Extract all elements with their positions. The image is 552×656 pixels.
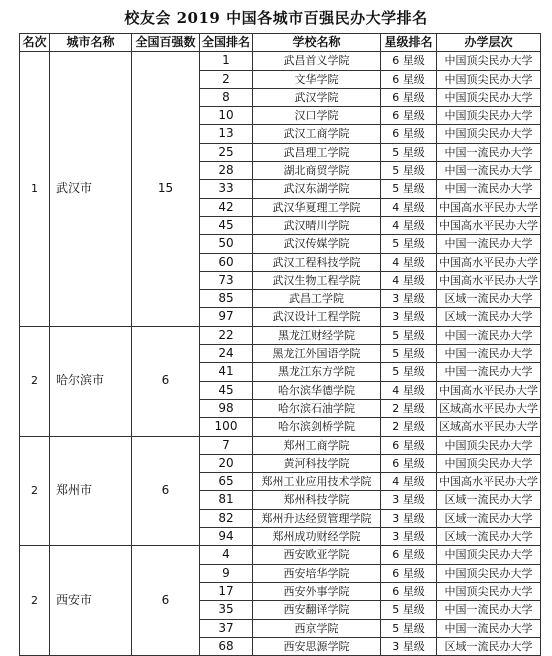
national-rank-cell: 4 [200,546,253,564]
level-cell: 中国一流民办大学 [437,601,541,619]
star-rating-cell: 2 星级 [381,418,437,436]
national-rank-cell: 25 [200,143,253,161]
header-count: 全国百强数 [132,34,200,52]
city-rank-cell: 2 [20,546,50,656]
national-rank-cell: 37 [200,619,253,637]
level-cell: 中国一流民办大学 [437,345,541,363]
school-name-cell: 武汉工程科技学院 [253,253,381,271]
level-cell: 中国一流民办大学 [437,363,541,381]
national-rank-cell: 94 [200,528,253,546]
level-cell: 中国高水平民办大学 [437,473,541,491]
star-rating-cell: 4 星级 [381,198,437,216]
city-name-cell: 西安市 [50,546,132,656]
national-rank-cell: 24 [200,345,253,363]
national-rank-cell: 45 [200,216,253,234]
level-cell: 中国顶尖民办大学 [437,107,541,125]
table-row [20,52,541,70]
national-rank-cell: 10 [200,107,253,125]
national-rank-cell: 2 [200,70,253,88]
star-rating-cell: 4 星级 [381,473,437,491]
star-rating-cell: 6 星级 [381,107,437,125]
level-cell: 区域一流民办大学 [437,290,541,308]
table-body [20,52,541,656]
school-name-cell: 武汉生物工程学院 [253,271,381,289]
school-name-cell: 哈尔滨石油学院 [253,399,381,417]
star-rating-cell: 6 星级 [381,454,437,472]
school-name-cell: 西京学院 [253,619,381,637]
star-rating-cell: 6 星级 [381,436,437,454]
level-cell: 中国一流民办大学 [437,235,541,253]
star-rating-cell: 5 星级 [381,162,437,180]
header-level: 办学层次 [437,34,541,52]
national-rank-cell: 85 [200,290,253,308]
star-rating-cell: 3 星级 [381,637,437,655]
level-cell: 中国顶尖民办大学 [437,564,541,582]
top100-count-cell: 6 [132,326,200,436]
top100-count-cell: 15 [132,52,200,326]
header-city: 城市名称 [50,34,132,52]
school-name-cell: 湖北商贸学院 [253,162,381,180]
page-title: 校友会 2019 中国各城市百强民办大学排名 [124,9,428,27]
level-cell: 中国高水平民办大学 [437,216,541,234]
level-cell: 中国顶尖民办大学 [437,52,541,70]
level-cell: 中国一流民办大学 [437,619,541,637]
star-rating-cell: 6 星级 [381,564,437,582]
city-rank-cell: 2 [20,436,50,546]
school-name-cell: 西安思源学院 [253,637,381,655]
star-rating-cell: 5 星级 [381,143,437,161]
school-name-cell: 哈尔滨剑桥学院 [253,418,381,436]
level-cell: 中国一流民办大学 [437,162,541,180]
star-rating-cell: 5 星级 [381,326,437,344]
header-row [20,34,541,52]
national-rank-cell: 1 [200,52,253,70]
level-cell: 中国顶尖民办大学 [437,454,541,472]
school-name-cell: 郑州升达经贸管理学院 [253,509,381,527]
star-rating-cell: 6 星级 [381,52,437,70]
school-name-cell: 武汉华夏理工学院 [253,198,381,216]
school-name-cell: 西安外事学院 [253,582,381,600]
star-rating-cell: 4 星级 [381,216,437,234]
star-rating-cell: 6 星级 [381,546,437,564]
star-rating-cell: 4 星级 [381,381,437,399]
table-row [20,546,541,564]
national-rank-cell: 7 [200,436,253,454]
school-name-cell: 郑州科技学院 [253,491,381,509]
level-cell: 区域一流民办大学 [437,509,541,527]
school-name-cell: 黄河科技学院 [253,454,381,472]
top100-count-cell: 6 [132,436,200,546]
level-cell: 中国高水平民办大学 [437,253,541,271]
level-cell: 中国顶尖民办大学 [437,436,541,454]
school-name-cell: 武汉设计工程学院 [253,308,381,326]
school-name-cell: 郑州工业应用技术学院 [253,473,381,491]
national-rank-cell: 22 [200,326,253,344]
city-name-cell: 武汉市 [50,52,132,326]
star-rating-cell: 3 星级 [381,308,437,326]
level-cell: 中国顶尖民办大学 [437,125,541,143]
level-cell: 中国顶尖民办大学 [437,88,541,106]
school-name-cell: 西安培华学院 [253,564,381,582]
national-rank-cell: 65 [200,473,253,491]
national-rank-cell: 97 [200,308,253,326]
star-rating-cell: 5 星级 [381,363,437,381]
star-rating-cell: 4 星级 [381,253,437,271]
level-cell: 中国顶尖民办大学 [437,582,541,600]
star-rating-cell: 3 星级 [381,528,437,546]
star-rating-cell: 3 星级 [381,509,437,527]
school-name-cell: 西安欧亚学院 [253,546,381,564]
level-cell: 区域高水平民办大学 [437,399,541,417]
national-rank-cell: 73 [200,271,253,289]
school-name-cell: 武汉传媒学院 [253,235,381,253]
level-cell: 中国一流民办大学 [437,143,541,161]
star-rating-cell: 6 星级 [381,88,437,106]
school-name-cell: 武汉晴川学院 [253,216,381,234]
star-rating-cell: 5 星级 [381,345,437,363]
city-name-cell: 哈尔滨市 [50,326,132,436]
national-rank-cell: 81 [200,491,253,509]
star-rating-cell: 5 星级 [381,180,437,198]
level-cell: 区域一流民办大学 [437,491,541,509]
national-rank-cell: 82 [200,509,253,527]
school-name-cell: 黑龙江东方学院 [253,363,381,381]
city-rank-cell: 1 [20,52,50,326]
school-name-cell: 武汉学院 [253,88,381,106]
star-rating-cell: 3 星级 [381,290,437,308]
level-cell: 区域一流民办大学 [437,528,541,546]
school-name-cell: 武汉东湖学院 [253,180,381,198]
header-star: 星级排名 [381,34,437,52]
national-rank-cell: 20 [200,454,253,472]
star-rating-cell: 3 星级 [381,491,437,509]
star-rating-cell: 5 星级 [381,619,437,637]
school-name-cell: 武昌理工学院 [253,143,381,161]
star-rating-cell: 6 星级 [381,125,437,143]
level-cell: 中国高水平民办大学 [437,381,541,399]
school-name-cell: 武昌首义学院 [253,52,381,70]
school-name-cell: 郑州工商学院 [253,436,381,454]
table-row [20,326,541,344]
national-rank-cell: 8 [200,88,253,106]
national-rank-cell: 41 [200,363,253,381]
city-rank-cell: 2 [20,326,50,436]
school-name-cell: 哈尔滨华德学院 [253,381,381,399]
star-rating-cell: 4 星级 [381,271,437,289]
national-rank-cell: 13 [200,125,253,143]
level-cell: 区域一流民办大学 [437,308,541,326]
national-rank-cell: 68 [200,637,253,655]
table-row [20,436,541,454]
national-rank-cell: 42 [200,198,253,216]
ranking-table [19,33,541,656]
national-rank-cell: 45 [200,381,253,399]
national-rank-cell: 60 [200,253,253,271]
national-rank-cell: 50 [200,235,253,253]
school-name-cell: 汉口学院 [253,107,381,125]
national-rank-cell: 17 [200,582,253,600]
level-cell: 区域一流民办大学 [437,637,541,655]
level-cell: 中国高水平民办大学 [437,198,541,216]
national-rank-cell: 9 [200,564,253,582]
national-rank-cell: 28 [200,162,253,180]
national-rank-cell: 35 [200,601,253,619]
school-name-cell: 黑龙江外国语学院 [253,345,381,363]
national-rank-cell: 98 [200,399,253,417]
school-name-cell: 武昌工学院 [253,290,381,308]
star-rating-cell: 2 星级 [381,399,437,417]
star-rating-cell: 6 星级 [381,70,437,88]
school-name-cell: 文华学院 [253,70,381,88]
star-rating-cell: 5 星级 [381,235,437,253]
school-name-cell: 黑龙江财经学院 [253,326,381,344]
level-cell: 区域高水平民办大学 [437,418,541,436]
national-rank-cell: 100 [200,418,253,436]
level-cell: 中国一流民办大学 [437,326,541,344]
national-rank-cell: 33 [200,180,253,198]
star-rating-cell: 5 星级 [381,601,437,619]
school-name-cell: 西安翻译学院 [253,601,381,619]
header-national-rank: 全国排名 [200,34,253,52]
level-cell: 中国一流民办大学 [437,180,541,198]
school-name-cell: 郑州成功财经学院 [253,528,381,546]
header-school: 学校名称 [253,34,381,52]
school-name-cell: 武汉工商学院 [253,125,381,143]
level-cell: 中国顶尖民办大学 [437,546,541,564]
level-cell: 中国顶尖民办大学 [437,70,541,88]
star-rating-cell: 6 星级 [381,582,437,600]
header-rank: 名次 [20,34,50,52]
city-name-cell: 郑州市 [50,436,132,546]
level-cell: 中国高水平民办大学 [437,271,541,289]
top100-count-cell: 6 [132,546,200,656]
